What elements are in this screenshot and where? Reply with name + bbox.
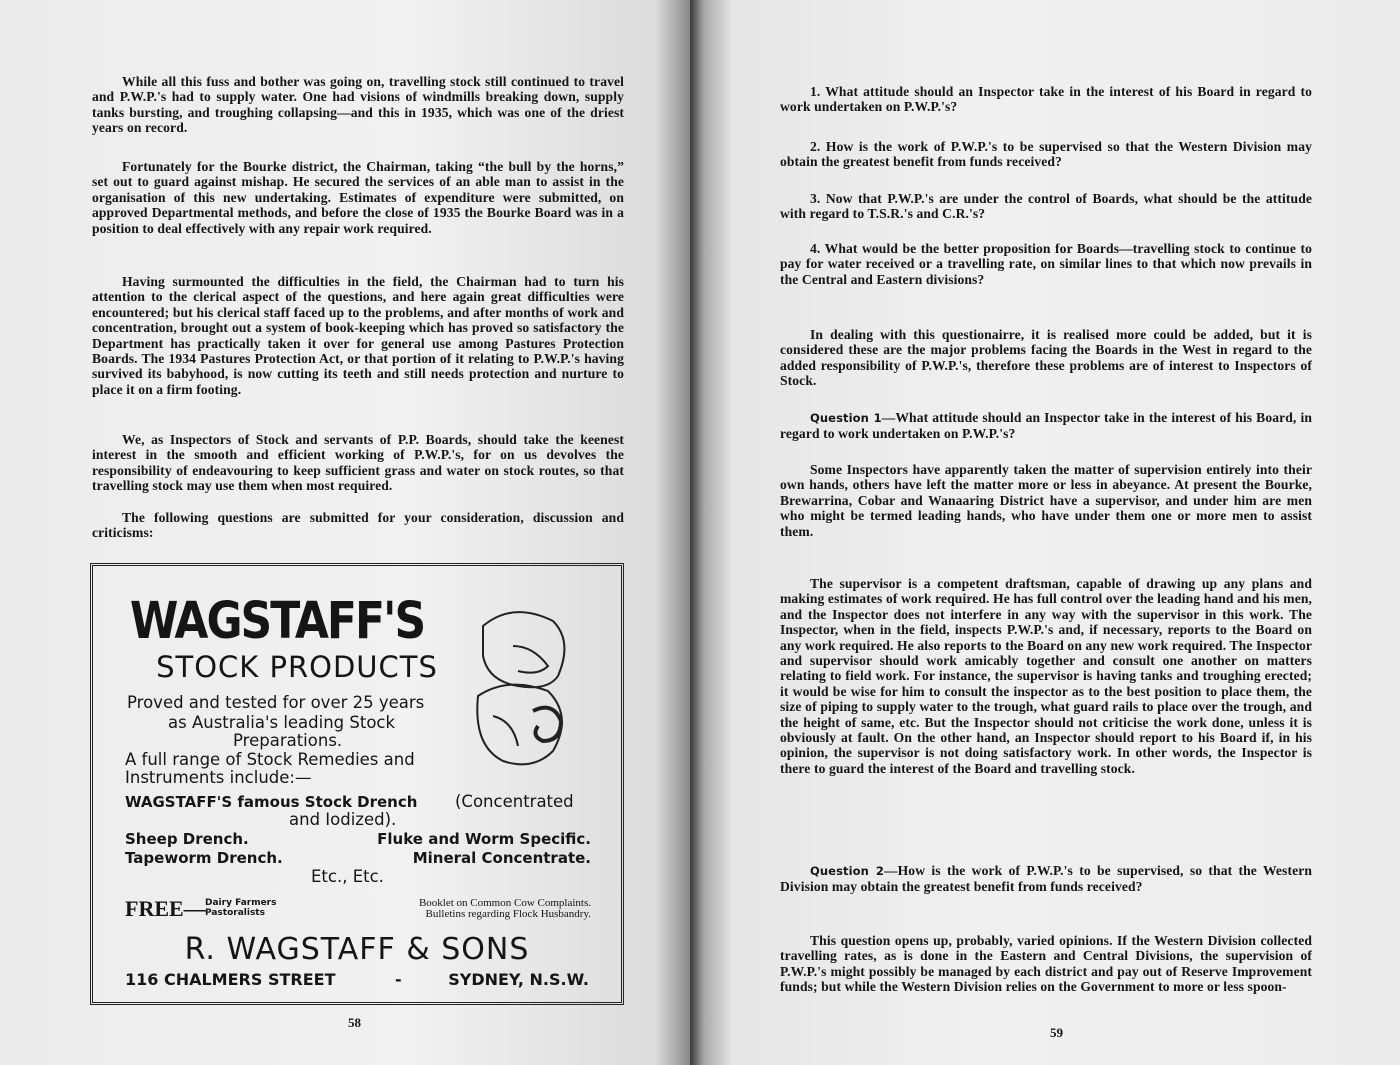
ad-subtitle: STOCK PRODUCTS [156,650,438,684]
ram-illustration-icon [463,606,573,776]
question-text: —What attitude should an Inspector take in the interest of his Board, in regard to work undertaken on P.W.P.'s? [780,410,1312,442]
ad-product: Tapeworm Drench. [125,849,283,867]
page-number: 59 [1050,1025,1063,1040]
ad-free-who [205,898,276,918]
ad-line: as Australia's leading Stock [168,713,396,732]
paragraph: Some Inspectors have apparently taken the matter of supervision entirely into their own hands, others have left the matter more or less in abeyance. At present the Bourke, Brewarrina, Cobar and Wanaaring District have a supervisor, and under him are men who might be termed leading hands, who have under them one or more men to assist them. [780,462,1312,539]
question-item: 4. What would be the better proposition for Boards—travelling stock to continue to pay for water received or a travelling rate, on similar lines to that which now prevails in the Central and Eastern divisions? [780,241,1312,287]
paragraph: The supervisor is a competent draftsman, capable of drawing up any plans and making estimates of work required. He has full control over the leading hand and his men, and the Inspector does not interfere in any way with the supervisor in this work. The Inspector, when in the field, inspects P.W.P.'s and, if necessary, reports to the Board on any work required. He also reports to the Board on any new work required. The Inspector and supervisor should work amicably together and consult one another on matters relating to field work. For instance, the supervisor is having tanks and troughing erected; it would be wise for him to consult the inspector as to the best position to place them, the size of piping to supply water to the trough, what guard rails to place over the trough, and the height of same, etc. But the Inspector should not criticise the work done, unless it is obviously at fault. On the other hand, an Inspector should report to his Board if, in his opinion, the supervisor is not doing satisfactory work. In other words, the Inspector is there to guard the interest of the Board and travelling stock. [780,576,1312,776]
paragraph: While all this fuss and bother was going on, travelling stock still continued to travel and P.W.P.'s had to supply water. One had visions of windmills breaking down, supply tanks bursting, and troughing collapsing—and this in 1935, which was one of the driest years on record. [92,74,624,136]
ad-product: Sheep Drench. [125,830,249,848]
ad-free-what2: Bulletins regarding Flock Husbandry. [425,908,591,920]
ad-drench: WAGSTAFF'S famous Stock Drench [125,793,418,811]
paragraph: Having surmounted the difficulties in the field, the Chairman had to turn his attention to the clerical aspect of the questions, and here again great difficulties were encountered; but his clerical staff faced up to the problems, and after months of work and concentration, brought out a system of book-keeping which has proved so satisfactory the Department has practically taken it over for general use among Pastures Protection Boards. The 1934 Pastures Protection Act, or that portion of it relating to P.W.P.'s having survived its babyhood, is now cutting its teeth and still needs protection and nurture to place it on a firm footing. [92,274,624,397]
question-text: —How is the work of P.W.P.'s to be supervised, so that the Western Division may obtain the greatest benefit from funds received? [780,863,1313,895]
ad-brand: WAGSTAFF'S [129,592,425,651]
question-label: Question 2 [810,864,884,878]
question-label: Question 1 [810,411,882,425]
ad-free: FREE— [125,896,206,921]
ad-line: Instruments include:— [125,768,312,787]
question-heading [780,863,1312,895]
ad-free-what [419,898,591,920]
ad-line: Proved and tested for over 25 years [127,693,425,712]
paragraph: In dealing with this questionairre, it is realised more could be added, but it is considered these are the major problems facing the Boards in the West in regard to the added responsibility of P.W.P.'s, therefore these problems are of interest to Inspectors of Stock. [780,327,1312,389]
ad-free-what1: Booklet on Common Cow Complaints. [418,897,591,909]
ad-drench-note: and Iodized). [289,810,397,829]
ad-city: SYDNEY, N.S.W. [448,970,589,989]
ad-company: R. WAGSTAFF & SONS [184,932,530,967]
ad-product: Mineral Concentrate. [412,849,591,867]
ad-dash: - [395,970,402,989]
ad-free-who1: Dairy Farmers [205,898,277,908]
left-page [0,0,690,1065]
ad-address: 116 CHALMERS STREET [125,970,336,989]
question-item: 3. Now that P.W.P.'s are under the control of Boards, what should be the attitude with regard to T.S.R.'s and C.R.'s? [780,191,1312,222]
wagstaff-advertisement [90,563,624,1005]
paragraph: Fortunately for the Bourke district, the Chairman, taking “the bull by the horns,” set out to guard against mishap. He secured the services of an able man to assist in the organisation of this new undertaking. Estimates of expenditure were submitted, on approved Departmental methods, and before the close of 1935 the Bourke Board was in a position to deal effectively with any repair work required. [92,159,624,236]
question-item: 2. How is the work of P.W.P.'s to be supervised so that the Western Division may obtain the greatest benefit from funds received? [780,139,1312,170]
paragraph: This question opens up, probably, varied opinions. If the Western Division collected travelling rates, as is done in the Eastern and Central Divisions, the supervision of P.W.P.'s might possibly be managed by each district and pay out of Reserve Improvement funds; but while the Western Division relies on the Government to more or less spoon- [780,933,1312,995]
question-item: 1. What attitude should an Inspector take in the interest of his Board in regard to work undertaken on P.W.P.'s? [780,84,1312,115]
paragraph: The following questions are submitted for your consideration, discussion and criticisms: [92,510,624,541]
question-heading [780,410,1312,442]
paragraph: We, as Inspectors of Stock and servants of P.P. Boards, should take the keenest interest in the smooth and efficient working of P.W.P.'s, for on us devolves the responsibility of endeavouring to keep sufficient grass and water on stock routes, so that travelling stock may use them when most required. [92,432,624,494]
ad-etc: Etc., Etc. [311,867,384,886]
ad-line: A full range of Stock Remedies and [125,750,415,769]
ad-product: Fluke and Worm Specific. [377,830,591,848]
page-number: 58 [348,1015,361,1030]
ad-free-who2: Pastoralists [205,908,265,918]
right-page [690,0,1400,1065]
ad-line: Preparations. [233,731,343,750]
ad-drench-note: (Concentrated [455,792,574,811]
